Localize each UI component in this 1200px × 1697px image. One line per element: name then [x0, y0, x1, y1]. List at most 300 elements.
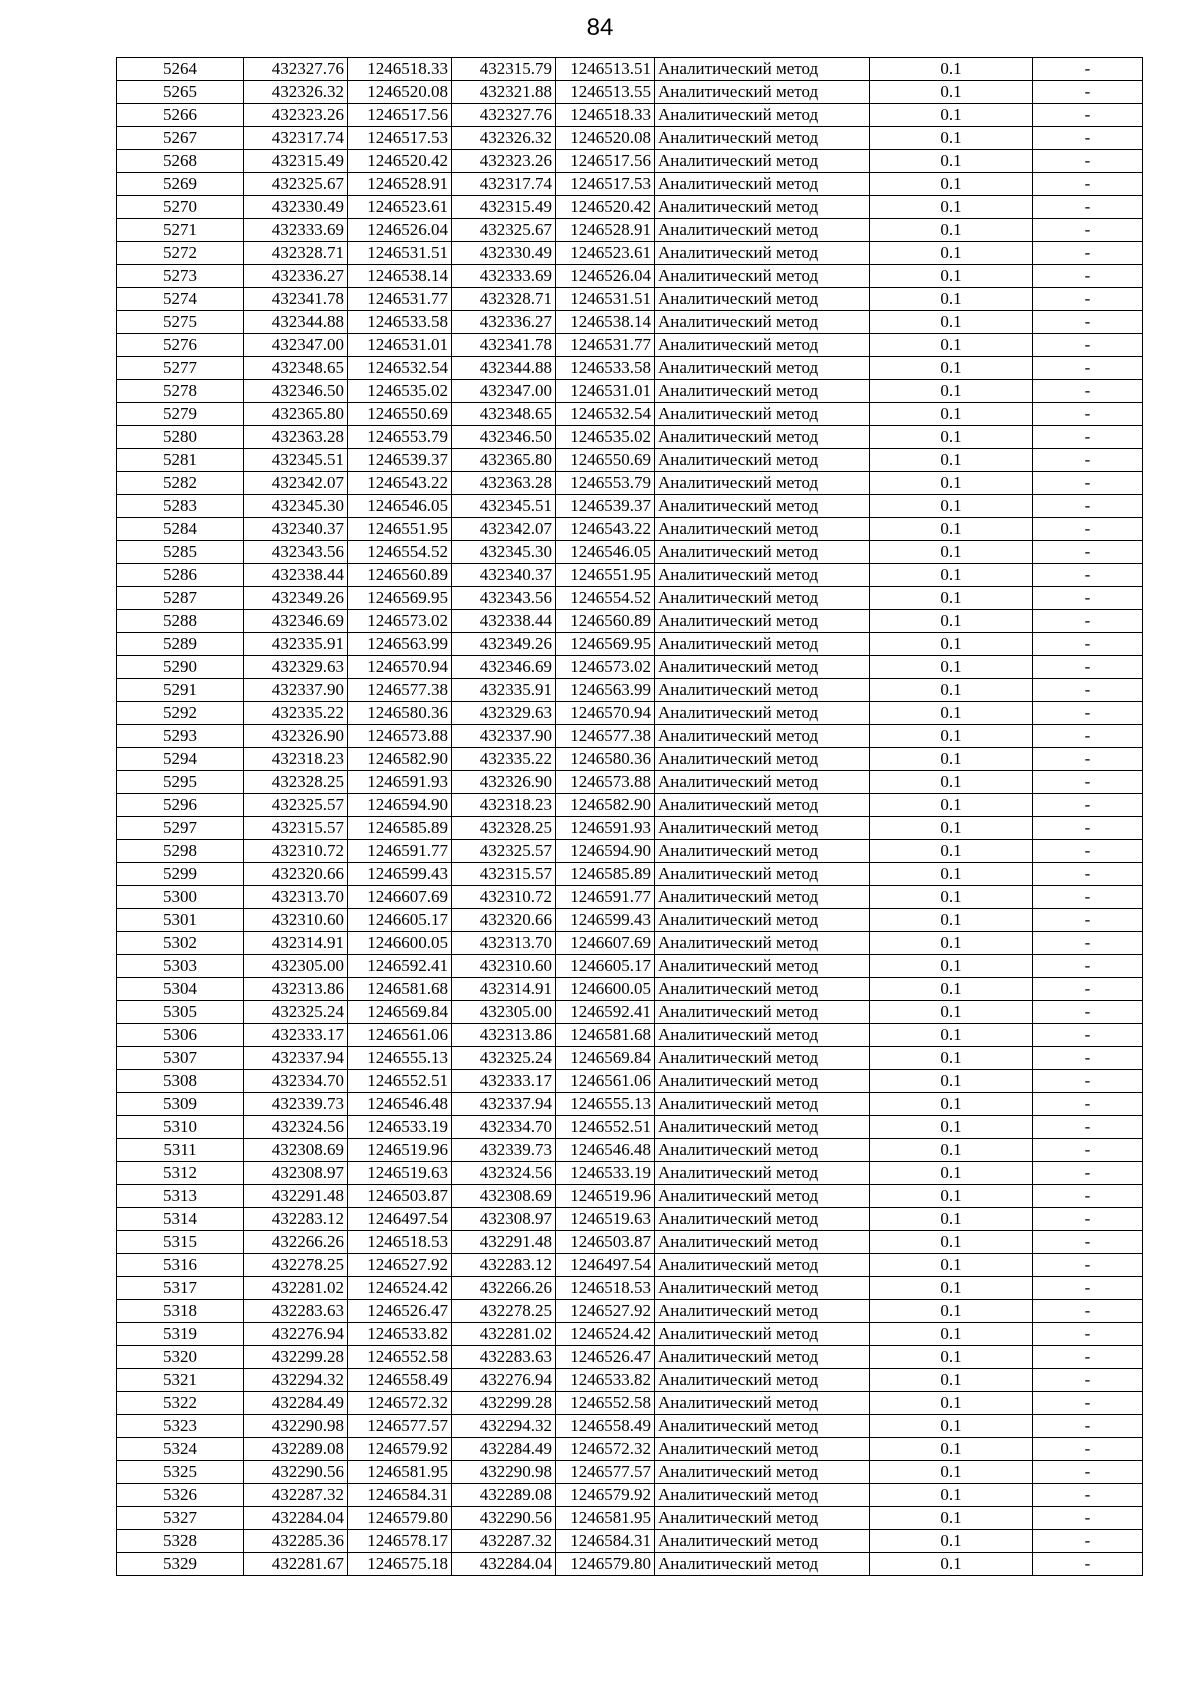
x-start-cell: 432327.76 — [244, 58, 348, 81]
note-cell: - — [1033, 840, 1143, 863]
accuracy-cell: 0.1 — [870, 771, 1033, 794]
table-row — [117, 58, 1143, 81]
method-cell: Аналитический метод — [655, 1208, 870, 1231]
x-end-cell: 432347.00 — [452, 380, 556, 403]
x-end-cell: 432320.66 — [452, 909, 556, 932]
x-end-cell: 432305.00 — [452, 1001, 556, 1024]
x-start-cell: 432348.65 — [244, 357, 348, 380]
x-end-cell: 432325.24 — [452, 1047, 556, 1070]
point-number-cell: 5313 — [117, 1185, 244, 1208]
note-cell: - — [1033, 725, 1143, 748]
y-start-cell: 1246527.92 — [348, 1254, 452, 1277]
y-start-cell: 1246577.38 — [348, 679, 452, 702]
point-number-cell: 5286 — [117, 564, 244, 587]
point-number-cell: 5275 — [117, 311, 244, 334]
point-number-cell: 5277 — [117, 357, 244, 380]
note-cell: - — [1033, 932, 1143, 955]
table-row — [117, 541, 1143, 564]
x-start-cell: 432290.98 — [244, 1415, 348, 1438]
x-end-cell: 432294.32 — [452, 1415, 556, 1438]
method-cell: Аналитический метод — [655, 1530, 870, 1553]
point-number-cell: 5290 — [117, 656, 244, 679]
x-start-cell: 432334.70 — [244, 1070, 348, 1093]
table-row — [117, 288, 1143, 311]
note-cell: - — [1033, 1323, 1143, 1346]
method-cell: Аналитический метод — [655, 265, 870, 288]
accuracy-cell: 0.1 — [870, 1139, 1033, 1162]
x-start-cell: 432320.66 — [244, 863, 348, 886]
point-number-cell: 5323 — [117, 1415, 244, 1438]
y-end-cell: 1246554.52 — [556, 587, 655, 610]
y-end-cell: 1246513.55 — [556, 81, 655, 104]
method-cell: Аналитический метод — [655, 1024, 870, 1047]
x-start-cell: 432326.32 — [244, 81, 348, 104]
method-cell: Аналитический метод — [655, 1484, 870, 1507]
y-end-cell: 1246594.90 — [556, 840, 655, 863]
x-end-cell: 432299.28 — [452, 1392, 556, 1415]
x-end-cell: 432327.76 — [452, 104, 556, 127]
y-end-cell: 1246546.48 — [556, 1139, 655, 1162]
y-end-cell: 1246577.38 — [556, 725, 655, 748]
x-end-cell: 432290.56 — [452, 1507, 556, 1530]
table-row — [117, 771, 1143, 794]
point-number-cell: 5274 — [117, 288, 244, 311]
method-cell: Аналитический метод — [655, 334, 870, 357]
y-end-cell: 1246563.99 — [556, 679, 655, 702]
point-number-cell: 5291 — [117, 679, 244, 702]
note-cell: - — [1033, 610, 1143, 633]
table-row — [117, 173, 1143, 196]
y-end-cell: 1246520.08 — [556, 127, 655, 150]
point-number-cell: 5329 — [117, 1553, 244, 1576]
table-row — [117, 840, 1143, 863]
x-end-cell: 432289.08 — [452, 1484, 556, 1507]
point-number-cell: 5312 — [117, 1162, 244, 1185]
x-end-cell: 432315.57 — [452, 863, 556, 886]
point-number-cell: 5292 — [117, 702, 244, 725]
method-cell: Аналитический метод — [655, 725, 870, 748]
method-cell: Аналитический метод — [655, 1300, 870, 1323]
method-cell: Аналитический метод — [655, 1346, 870, 1369]
x-start-cell: 432313.86 — [244, 978, 348, 1001]
y-start-cell: 1246550.69 — [348, 403, 452, 426]
point-number-cell: 5328 — [117, 1530, 244, 1553]
y-start-cell: 1246532.54 — [348, 357, 452, 380]
x-start-cell: 432345.30 — [244, 495, 348, 518]
table-row — [117, 1162, 1143, 1185]
y-end-cell: 1246582.90 — [556, 794, 655, 817]
accuracy-cell: 0.1 — [870, 1507, 1033, 1530]
y-start-cell: 1246599.43 — [348, 863, 452, 886]
x-end-cell: 432346.69 — [452, 656, 556, 679]
x-end-cell: 432343.56 — [452, 587, 556, 610]
x-start-cell: 432287.32 — [244, 1484, 348, 1507]
method-cell: Аналитический метод — [655, 541, 870, 564]
y-end-cell: 1246591.77 — [556, 886, 655, 909]
coordinates-table — [116, 57, 1143, 1576]
y-end-cell: 1246573.02 — [556, 656, 655, 679]
note-cell: - — [1033, 495, 1143, 518]
method-cell: Аналитический метод — [655, 357, 870, 380]
method-cell: Аналитический метод — [655, 196, 870, 219]
point-number-cell: 5266 — [117, 104, 244, 127]
method-cell: Аналитический метод — [655, 1392, 870, 1415]
note-cell: - — [1033, 1070, 1143, 1093]
method-cell: Аналитический метод — [655, 909, 870, 932]
note-cell: - — [1033, 449, 1143, 472]
table-row — [117, 932, 1143, 955]
x-end-cell: 432276.94 — [452, 1369, 556, 1392]
method-cell: Аналитический метод — [655, 518, 870, 541]
note-cell: - — [1033, 679, 1143, 702]
accuracy-cell: 0.1 — [870, 725, 1033, 748]
point-number-cell: 5264 — [117, 58, 244, 81]
y-end-cell: 1246569.95 — [556, 633, 655, 656]
table-row — [117, 1185, 1143, 1208]
y-start-cell: 1246560.89 — [348, 564, 452, 587]
point-number-cell: 5299 — [117, 863, 244, 886]
table-row — [117, 127, 1143, 150]
x-end-cell: 432287.32 — [452, 1530, 556, 1553]
accuracy-cell: 0.1 — [870, 1047, 1033, 1070]
point-number-cell: 5310 — [117, 1116, 244, 1139]
x-start-cell: 432338.44 — [244, 564, 348, 587]
method-cell: Аналитический метод — [655, 702, 870, 725]
table-row — [117, 587, 1143, 610]
table-row — [117, 1553, 1143, 1576]
point-number-cell: 5278 — [117, 380, 244, 403]
y-start-cell: 1246517.53 — [348, 127, 452, 150]
table-row — [117, 196, 1143, 219]
method-cell: Аналитический метод — [655, 955, 870, 978]
x-end-cell: 432345.51 — [452, 495, 556, 518]
accuracy-cell: 0.1 — [870, 334, 1033, 357]
x-end-cell: 432325.67 — [452, 219, 556, 242]
point-number-cell: 5322 — [117, 1392, 244, 1415]
x-end-cell: 432337.94 — [452, 1093, 556, 1116]
x-start-cell: 432315.49 — [244, 150, 348, 173]
accuracy-cell: 0.1 — [870, 564, 1033, 587]
table-row — [117, 265, 1143, 288]
table-row — [117, 1415, 1143, 1438]
method-cell: Аналитический метод — [655, 1231, 870, 1254]
accuracy-cell: 0.1 — [870, 817, 1033, 840]
point-number-cell: 5300 — [117, 886, 244, 909]
note-cell: - — [1033, 1024, 1143, 1047]
point-number-cell: 5327 — [117, 1507, 244, 1530]
x-start-cell: 432317.74 — [244, 127, 348, 150]
accuracy-cell: 0.1 — [870, 1162, 1033, 1185]
table-row — [117, 863, 1143, 886]
point-number-cell: 5296 — [117, 794, 244, 817]
method-cell: Аналитический метод — [655, 771, 870, 794]
y-start-cell: 1246528.91 — [348, 173, 452, 196]
x-end-cell: 432330.49 — [452, 242, 556, 265]
note-cell: - — [1033, 978, 1143, 1001]
point-number-cell: 5318 — [117, 1300, 244, 1323]
method-cell: Аналитический метод — [655, 380, 870, 403]
accuracy-cell: 0.1 — [870, 656, 1033, 679]
y-start-cell: 1246605.17 — [348, 909, 452, 932]
y-start-cell: 1246580.36 — [348, 702, 452, 725]
y-end-cell: 1246513.51 — [556, 58, 655, 81]
method-cell: Аналитический метод — [655, 587, 870, 610]
note-cell: - — [1033, 817, 1143, 840]
accuracy-cell: 0.1 — [870, 840, 1033, 863]
accuracy-cell: 0.1 — [870, 679, 1033, 702]
note-cell: - — [1033, 1438, 1143, 1461]
y-end-cell: 1246533.19 — [556, 1162, 655, 1185]
y-start-cell: 1246553.79 — [348, 426, 452, 449]
x-end-cell: 432278.25 — [452, 1300, 556, 1323]
note-cell: - — [1033, 1001, 1143, 1024]
x-end-cell: 432326.32 — [452, 127, 556, 150]
point-number-cell: 5273 — [117, 265, 244, 288]
x-end-cell: 432328.25 — [452, 817, 556, 840]
note-cell: - — [1033, 1300, 1143, 1323]
accuracy-cell: 0.1 — [870, 1323, 1033, 1346]
y-end-cell: 1246553.79 — [556, 472, 655, 495]
accuracy-cell: 0.1 — [870, 1484, 1033, 1507]
method-cell: Аналитический метод — [655, 1001, 870, 1024]
x-start-cell: 432346.69 — [244, 610, 348, 633]
table-row — [117, 403, 1143, 426]
accuracy-cell: 0.1 — [870, 265, 1033, 288]
method-cell: Аналитический метод — [655, 633, 870, 656]
x-start-cell: 432343.56 — [244, 541, 348, 564]
x-start-cell: 432284.04 — [244, 1507, 348, 1530]
accuracy-cell: 0.1 — [870, 886, 1033, 909]
accuracy-cell: 0.1 — [870, 1438, 1033, 1461]
x-end-cell: 432340.37 — [452, 564, 556, 587]
y-start-cell: 1246607.69 — [348, 886, 452, 909]
y-end-cell: 1246528.91 — [556, 219, 655, 242]
note-cell: - — [1033, 311, 1143, 334]
accuracy-cell: 0.1 — [870, 1369, 1033, 1392]
y-start-cell: 1246531.51 — [348, 242, 452, 265]
table-row — [117, 357, 1143, 380]
accuracy-cell: 0.1 — [870, 1185, 1033, 1208]
table-body — [117, 58, 1143, 1576]
method-cell: Аналитический метод — [655, 863, 870, 886]
note-cell: - — [1033, 1484, 1143, 1507]
point-number-cell: 5287 — [117, 587, 244, 610]
y-end-cell: 1246531.01 — [556, 380, 655, 403]
note-cell: - — [1033, 1530, 1143, 1553]
point-number-cell: 5293 — [117, 725, 244, 748]
x-start-cell: 432290.56 — [244, 1461, 348, 1484]
note-cell: - — [1033, 1369, 1143, 1392]
point-number-cell: 5288 — [117, 610, 244, 633]
x-end-cell: 432310.72 — [452, 886, 556, 909]
y-start-cell: 1246573.02 — [348, 610, 452, 633]
method-cell: Аналитический метод — [655, 58, 870, 81]
y-start-cell: 1246518.33 — [348, 58, 452, 81]
point-number-cell: 5307 — [117, 1047, 244, 1070]
accuracy-cell: 0.1 — [870, 1392, 1033, 1415]
accuracy-cell: 0.1 — [870, 1461, 1033, 1484]
y-end-cell: 1246585.89 — [556, 863, 655, 886]
accuracy-cell: 0.1 — [870, 1300, 1033, 1323]
accuracy-cell: 0.1 — [870, 1553, 1033, 1576]
note-cell: - — [1033, 196, 1143, 219]
method-cell: Аналитический метод — [655, 817, 870, 840]
table-row — [117, 1438, 1143, 1461]
point-number-cell: 5311 — [117, 1139, 244, 1162]
table-row — [117, 564, 1143, 587]
x-end-cell: 432310.60 — [452, 955, 556, 978]
y-start-cell: 1246526.47 — [348, 1300, 452, 1323]
point-number-cell: 5276 — [117, 334, 244, 357]
x-end-cell: 432325.57 — [452, 840, 556, 863]
y-end-cell: 1246552.51 — [556, 1116, 655, 1139]
point-number-cell: 5316 — [117, 1254, 244, 1277]
note-cell: - — [1033, 1162, 1143, 1185]
method-cell: Аналитический метод — [655, 1116, 870, 1139]
y-end-cell: 1246533.58 — [556, 357, 655, 380]
note-cell: - — [1033, 518, 1143, 541]
y-end-cell: 1246560.89 — [556, 610, 655, 633]
note-cell: - — [1033, 702, 1143, 725]
note-cell: - — [1033, 771, 1143, 794]
method-cell: Аналитический метод — [655, 127, 870, 150]
point-number-cell: 5326 — [117, 1484, 244, 1507]
y-start-cell: 1246520.08 — [348, 81, 452, 104]
y-end-cell: 1246573.88 — [556, 771, 655, 794]
x-end-cell: 432284.04 — [452, 1553, 556, 1576]
y-end-cell: 1246581.68 — [556, 1024, 655, 1047]
y-end-cell: 1246561.06 — [556, 1070, 655, 1093]
y-end-cell: 1246539.37 — [556, 495, 655, 518]
table-row — [117, 978, 1143, 1001]
method-cell: Аналитический метод — [655, 426, 870, 449]
note-cell: - — [1033, 1277, 1143, 1300]
table-row — [117, 748, 1143, 771]
point-number-cell: 5267 — [117, 127, 244, 150]
accuracy-cell: 0.1 — [870, 1415, 1033, 1438]
x-end-cell: 432326.90 — [452, 771, 556, 794]
point-number-cell: 5314 — [117, 1208, 244, 1231]
method-cell: Аналитический метод — [655, 449, 870, 472]
y-end-cell: 1246524.42 — [556, 1323, 655, 1346]
y-end-cell: 1246533.82 — [556, 1369, 655, 1392]
table-row — [117, 656, 1143, 679]
method-cell: Аналитический метод — [655, 472, 870, 495]
table-row — [117, 1300, 1143, 1323]
table-row — [117, 1208, 1143, 1231]
y-start-cell: 1246503.87 — [348, 1185, 452, 1208]
point-number-cell: 5317 — [117, 1277, 244, 1300]
x-start-cell: 432328.25 — [244, 771, 348, 794]
x-start-cell: 432336.27 — [244, 265, 348, 288]
x-start-cell: 432333.17 — [244, 1024, 348, 1047]
x-end-cell: 432341.78 — [452, 334, 556, 357]
accuracy-cell: 0.1 — [870, 1024, 1033, 1047]
point-number-cell: 5281 — [117, 449, 244, 472]
x-start-cell: 432349.26 — [244, 587, 348, 610]
note-cell: - — [1033, 357, 1143, 380]
point-number-cell: 5308 — [117, 1070, 244, 1093]
point-number-cell: 5324 — [117, 1438, 244, 1461]
note-cell: - — [1033, 58, 1143, 81]
y-start-cell: 1246552.51 — [348, 1070, 452, 1093]
point-number-cell: 5306 — [117, 1024, 244, 1047]
y-end-cell: 1246526.47 — [556, 1346, 655, 1369]
x-end-cell: 432324.56 — [452, 1162, 556, 1185]
y-start-cell: 1246561.06 — [348, 1024, 452, 1047]
table-row — [117, 219, 1143, 242]
method-cell: Аналитический метод — [655, 1047, 870, 1070]
accuracy-cell: 0.1 — [870, 1277, 1033, 1300]
point-number-cell: 5301 — [117, 909, 244, 932]
accuracy-cell: 0.1 — [870, 610, 1033, 633]
y-end-cell: 1246520.42 — [556, 196, 655, 219]
note-cell: - — [1033, 1185, 1143, 1208]
x-start-cell: 432345.51 — [244, 449, 348, 472]
x-end-cell: 432313.86 — [452, 1024, 556, 1047]
table-row — [117, 242, 1143, 265]
y-start-cell: 1246572.32 — [348, 1392, 452, 1415]
y-start-cell: 1246524.42 — [348, 1277, 452, 1300]
accuracy-cell: 0.1 — [870, 909, 1033, 932]
x-start-cell: 432346.50 — [244, 380, 348, 403]
note-cell: - — [1033, 656, 1143, 679]
y-end-cell: 1246580.36 — [556, 748, 655, 771]
x-end-cell: 432363.28 — [452, 472, 556, 495]
y-start-cell: 1246535.02 — [348, 380, 452, 403]
table-row — [117, 610, 1143, 633]
note-cell: - — [1033, 1231, 1143, 1254]
x-start-cell: 432325.67 — [244, 173, 348, 196]
x-end-cell: 432365.80 — [452, 449, 556, 472]
accuracy-cell: 0.1 — [870, 1231, 1033, 1254]
x-end-cell: 432321.88 — [452, 81, 556, 104]
y-start-cell: 1246569.95 — [348, 587, 452, 610]
y-end-cell: 1246497.54 — [556, 1254, 655, 1277]
note-cell: - — [1033, 1392, 1143, 1415]
table-row — [117, 633, 1143, 656]
point-number-cell: 5280 — [117, 426, 244, 449]
y-start-cell: 1246519.63 — [348, 1162, 452, 1185]
x-start-cell: 432337.90 — [244, 679, 348, 702]
x-end-cell: 432308.69 — [452, 1185, 556, 1208]
y-end-cell: 1246581.95 — [556, 1507, 655, 1530]
method-cell: Аналитический метод — [655, 403, 870, 426]
point-number-cell: 5265 — [117, 81, 244, 104]
x-start-cell: 432308.69 — [244, 1139, 348, 1162]
x-end-cell: 432313.70 — [452, 932, 556, 955]
y-end-cell: 1246572.32 — [556, 1438, 655, 1461]
note-cell: - — [1033, 541, 1143, 564]
table-row — [117, 817, 1143, 840]
y-end-cell: 1246527.92 — [556, 1300, 655, 1323]
y-start-cell: 1246591.93 — [348, 771, 452, 794]
y-start-cell: 1246531.01 — [348, 334, 452, 357]
accuracy-cell: 0.1 — [870, 748, 1033, 771]
y-start-cell: 1246519.96 — [348, 1139, 452, 1162]
x-end-cell: 432346.50 — [452, 426, 556, 449]
x-start-cell: 432283.12 — [244, 1208, 348, 1231]
table-row — [117, 150, 1143, 173]
note-cell: - — [1033, 1415, 1143, 1438]
y-end-cell: 1246591.93 — [556, 817, 655, 840]
accuracy-cell: 0.1 — [870, 495, 1033, 518]
x-start-cell: 432344.88 — [244, 311, 348, 334]
accuracy-cell: 0.1 — [870, 1530, 1033, 1553]
accuracy-cell: 0.1 — [870, 311, 1033, 334]
table-row — [117, 886, 1143, 909]
y-start-cell: 1246594.90 — [348, 794, 452, 817]
